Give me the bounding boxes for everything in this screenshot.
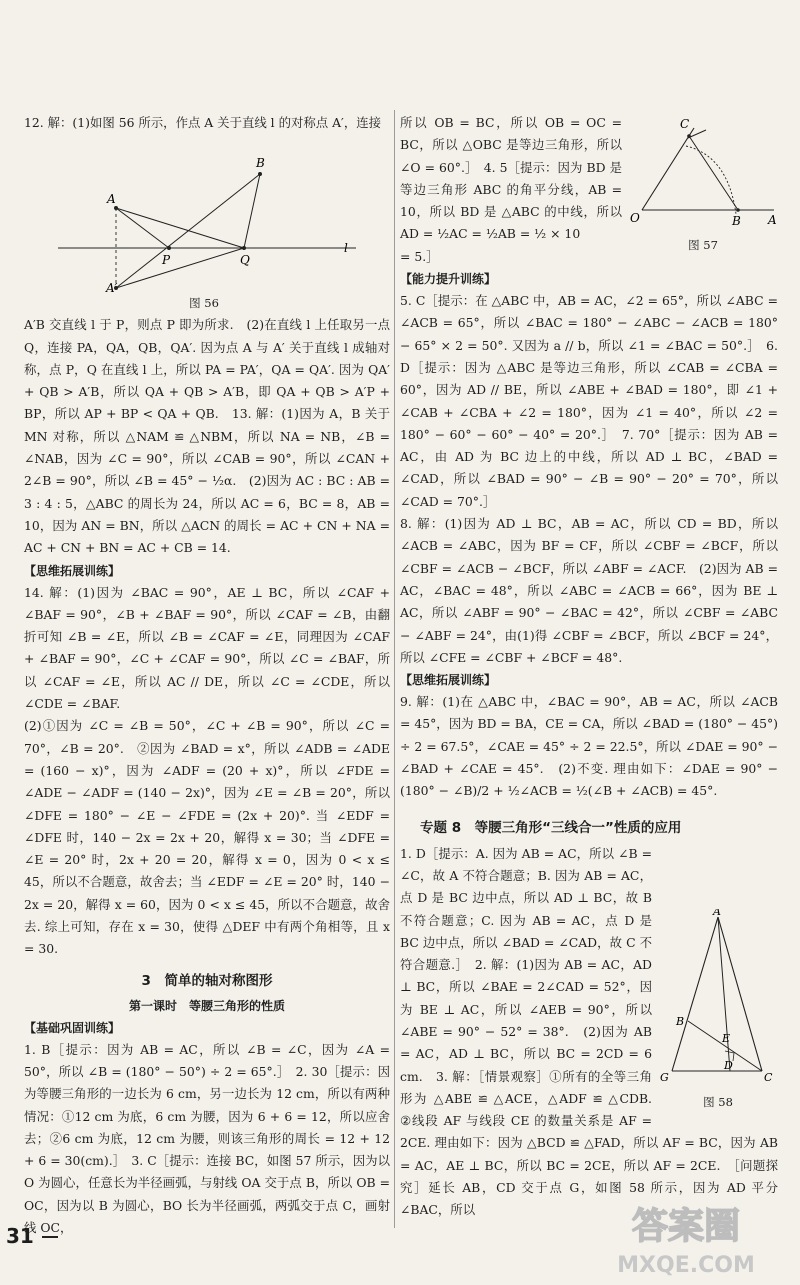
figure-58	[658, 909, 778, 1111]
figure-56-caption: 图 56	[189, 296, 219, 311]
q12-q13-body: A′B 交直线 l 于 P，则点 P 即为所求. (2)在直线 l 上任取另一点 Q，连接 PA，QA，QB，QA′. 因为点 A 与 A′ 关于直线 l 成轴对称，点 P，Q 在直线 l 上，所以 PA = PA′，QA = QA′. 因为 QA′ + QB > A′B，所以 QA + QB > A′B，即 QA + QB > A′P + BP，所以 AP + BP < QA + QB. 13. 解：(1)因为 A，B 关于 MN 对称，所以 △NAM ≌ △NBM，所以 NA = NB，∠B = ∠NAB，因为 ∠C = 90°，所以 ∠CAB = 90°，所以 ∠CAN + 2∠B = 90°，所以 ∠B = 45° − ½α. (2)因为 AC : BC : AB = 3 : 4 : 5，△ABC 的周长为 24，所以 AC = 6，BC = 8，AB = 10，因为 AN = BN，所以 △ACN 的周长 = AC + CN + NA = AC + CN + BN = AC + CB = 14.	[24, 317, 390, 556]
arc-center-o	[686, 146, 736, 214]
figure-56-diagram	[44, 138, 364, 294]
point-a	[114, 206, 118, 210]
watermark-url: MXQE.COM	[617, 1253, 755, 1278]
page-number-dash	[42, 1236, 58, 1238]
label-q: Q	[240, 253, 250, 268]
section-ability-training: 【能力提升训练】	[400, 272, 497, 287]
label-o: O	[630, 211, 640, 225]
watermark-title: 答案圈	[631, 1206, 741, 1247]
side-ag	[672, 917, 718, 1071]
point-p	[167, 246, 171, 250]
label-g: G	[660, 1070, 669, 1084]
q14-part1: 14. 解：(1)因为 ∠BAC = 90°，AE ⊥ BC，所以 ∠CAF + ∠BAF = 90°，∠B + ∠BAF = 90°，所以 ∠CAF = ∠B，由翻折可知 ∠B = ∠E，所以 ∠B = ∠CAF = ∠E，同理因为 ∠CAF + ∠BAF = 90°，∠C + ∠CAF = 90°，所以 ∠C = ∠BAF，所以 ∠CAF = ∠E，所以 AC // DE，所以 ∠C = ∠CDE，所以 ∠CDE = ∠BAF.	[24, 584, 390, 712]
label-a1: A′	[106, 281, 118, 295]
figure-57	[628, 112, 778, 254]
figure-57-diagram	[628, 112, 778, 232]
ray-oc	[642, 128, 694, 210]
watermark-graphic	[586, 1196, 786, 1280]
label-b: B	[676, 1014, 685, 1028]
label-a: A	[713, 908, 721, 918]
section-thinking-extension-2: 【思维拓展训练】	[400, 673, 497, 688]
label-a: A	[107, 192, 116, 207]
q9-answer: 9. 解：(1)在 △ABC 中，∠BAC = 90°，AB = AC，所以 ∠ACB = 45°，因为 BD = BA，CE = CA，所以 ∠BAD = (180° − 45°) ÷ 2 = 67.5°，∠CAE = 45° ÷ 2 = 22.5°，所以 ∠DAE = 90° − ∠BAD + ∠CAE = 45°. (2)不变. 理由如下：∠DAE = 90° − (180° − ∠B)/2 + ½∠ACB = ½(∠B + ∠ACB) = 45°.	[400, 694, 778, 799]
label-b: B	[256, 156, 265, 171]
label-c: C	[680, 117, 690, 131]
watermark	[586, 1196, 786, 1280]
label-l: l	[344, 241, 348, 256]
q14-part2: (2)①因为 ∠C = ∠B = 50°，∠C + ∠B = 90°，所以 ∠C = 70°，∠B = 20°. ②因为 ∠BAD = x°，所以 ∠ADB = ∠ADE = (160 − x)°，因为 ∠ADF = (20 + x)°，所以 ∠FDE = ∠ADE − ∠ADF = (140 − 2x)°，因为 ∠E = ∠B = 20°，所以 ∠DFE = 180° − ∠E − ∠FDE = (2x + 20)°. 当 ∠EDF = ∠DFE 时，140 − 2x = 2x + 20，解得 x = 30；当 ∠DFE = ∠E = 20° 时，2x + 20 = 20，解得 x = 0，因为 0 < x ≤ 45，所以不合题意，故舍去；当 ∠EDF = ∠E = 20° 时，140 − 2x = 20，解得 x = 60，因为 0 < x ≤ 45，所以不合题意，故舍去. 综上可知，存在 x = 30，使得 △DEF 中有两个角相等，且 x = 30.	[24, 718, 390, 957]
point-c	[687, 134, 691, 138]
figure-57-caption: 图 57	[688, 238, 718, 252]
label-d: D	[724, 1058, 733, 1072]
point-b	[736, 208, 740, 212]
figure-56	[44, 138, 364, 312]
q1-q3-answers: 1. B［提示：因为 AB = AC，所以 ∠B = ∠C，因为 ∠A = 50°，所以 ∠B = (180° − 50°) ÷ 2 = 65°.］ 2. 30［提示：因为等腰三角形的一边长为 6 cm，另一边长为 12 cm，所以有两种情况：①12 cm 为底，6 cm 为腰，因为 6 + 6 = 12，所以应舍去；②6 cm 为底，12 cm 为腰，则该三角形的周长 = 12 + 12 + 6 = 30(cm).］ 3. C［提示：连接 BC，如图 57 所示，因为以 O 为圆心，任意长为半径画弧，与射线 OA 交于点 B，所以 OB = OC，因为以 B 为圆心，BO 长为半径画弧，两弧交于点 C，画射线 OC，	[24, 1041, 390, 1235]
q4-result: = 5.］	[400, 248, 439, 264]
left-column	[24, 112, 390, 1239]
q5-q7-answers: 5. C［提示：在 △ABC 中，AB = AC，∠2 = 65°，所以 ∠ABC = ∠ACB = 65°，所以 ∠BAC = 180° − ∠ABC − ∠ACB = 180° − 65° × 2 = 50°. 又因为 a // b，所以 ∠1 = ∠BAC = 50°.］ 6. D［提示：因为 △ABC 是等边三角形，所以 ∠CAB = ∠CBA = 60°，因为 AD // BE，所以 ∠ABE + ∠BAD = 180°，即 ∠1 + ∠CAB + ∠CBA + ∠2 = 180°，因为 ∠1 = 40°，所以 ∠2 = 180° − 60° − 60° − 40° = 20°.］ 7. 70°［提示：因为 AB = AC，由 AD 为 BC 边上的中线，所以 AD ⊥ BC，∠BAD = ∠CAD，所以 ∠BAD = 90° − ∠B = 90° − 20° = 70°，所以 ∠CAD = 70°.］	[400, 293, 778, 509]
segment-cb	[689, 136, 738, 210]
q12-intro: 12. 解：(1)如图 56 所示，作点 A 关于直线 l 的对称点 A′，连接	[24, 115, 382, 130]
label-e: E	[722, 1031, 731, 1045]
section-basic-training: 【基础巩固训练】	[24, 1020, 121, 1035]
section-thinking-extension: 【思维拓展训练】	[24, 563, 121, 578]
segment-aq	[116, 208, 244, 248]
segment-ap	[116, 208, 169, 248]
right-column	[400, 112, 778, 1222]
point-q	[242, 246, 246, 250]
lesson-title: 第一课时 等腰三角形的性质	[128, 998, 285, 1013]
topic8-answers: 1. D［提示：A. 因为 AB = AC，所以 ∠B = ∠C，故 A 不符合题意；B. 因为 AB = AC，点 D 是 BC 边中点，所以 AD ⊥ BC，故 B 不符合题意；C. 因为 AB = AC，点 D 是 BC 边中点，所以 ∠BAD = ∠CAD，故 C 不符合题意.］ 2. 解：(1)因为 AB = AC，AD ⊥ BC，所以 ∠BAE = 2∠CAD = 52°，因为 BE ⊥ AC，所以 ∠AEB = 90°，所以 ∠ABE = 90° − 52° = 38°. (2)因为 AB = AC，AD ⊥ BC，所以 BC = 2CD = 6 cm. 3. 解：［情景观察］①所有的全等三角形为 △ABE ≌ △ACE，△ADF ≌ △CDB. ②线段 AF 与线段 CE 的数量关系是 AF = 2CE. 理由如下：因为 △BCD ≌ △FAD，所以 AF = BC，因为 AB = AC，AE ⊥ BC，所以 BC = 2CE，所以 AF = 2CE. ［问题探究］延长 AB，CD 交于点 G，如图 58 所示，因为 AD 平分 ∠BAC，所以	[400, 845, 778, 1218]
q8-answer: 8. 解：(1)因为 AD ⊥ BC，AB = AC，所以 CD = BD，所以 ∠ACB = ∠ABC，因为 BF = CF，所以 ∠CBF = ∠BCF，所以 ∠CBF = ∠ACB − ∠BCF，所以 ∠ABF = ∠ACF. (2)因为 AB = AC，∠BAC = 48°，所以 ∠ABC = ∠ACB = 66°，因为 BE ⊥ AC，所以 ∠ABF = 90° − ∠BAC = 42°，所以 ∠CBF = ∠ABC − ∠ABF = 24°，由(1)得 ∠CBF = ∠BCF，所以 ∠BCF = 24°，所以 ∠CFE = ∠CBF + ∠BCF = 48°.	[400, 516, 778, 665]
label-b: B	[732, 214, 741, 228]
segment-a1q	[116, 248, 244, 288]
point-b	[258, 172, 262, 176]
label-c: C	[764, 1070, 773, 1084]
label-p: P	[162, 253, 171, 268]
figure-58-caption: 图 58	[703, 1094, 733, 1109]
q3-q4-continuation: 所以 OB = BC，所以 OB = OC = BC，所以 △OBC 是等边三角形，所以 ∠O = 60°.］ 4. 5［提示：因为 BD 是等边三角形 ABC 的角平分线，AB = 10，所以 BD 是 △ABC 的中线，所以 AD = ½AC = ½AB = ½ × 10	[400, 115, 622, 242]
page-number: 31	[6, 1224, 34, 1248]
topic-8-title: 专题 8 等腰三角形“三线合一”性质的应用	[420, 819, 682, 836]
section-title-3: 3 简单的轴对称图形	[141, 972, 273, 989]
figure-58-diagram	[658, 909, 778, 1089]
column-divider	[394, 110, 395, 1228]
side-ac	[718, 917, 762, 1071]
label-a: A	[768, 213, 777, 227]
